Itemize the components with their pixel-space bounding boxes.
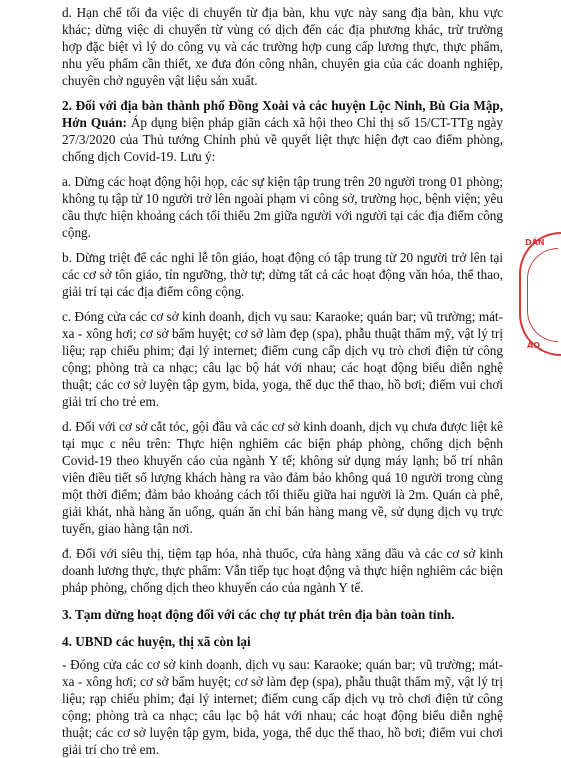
paragraph-dd-supermarkets: đ. Đối với siêu thị, tiệm tạp hóa, nhà thuốc, cửa hàng xăng dầu và các cơ sở kinh doanh lương thực, thực phẩm: Vẫn tiếp tục hoạt động và thực hiện nghiêm các biện pháp phòng, chống dịch theo khuyến cáo của ngành Y tế. <box>62 546 503 595</box>
paragraph-section-4-closures: - Đóng cửa các cơ sở kinh doanh, dịch vụ sau: Karaoke; quán bar; vũ trường; mát-xa - xông hơi; cơ sở bấm huyệt; cơ sở làm đẹp (spa), phẫu thuật thẩm mỹ, vật lý trị liệu; rạp chiếu phim; đại lý internet; điểm cung cấp dịch vụ trò chơi điện tử công cộng; phòng trà ca nhạc; câu lạc bộ hát với nhau; các hoạt động biểu diễn nghệ thuật; các cơ sở luyện tập gym, bida, yoga, thể dục thể thao, hồ bơi; điểm vui chơi giải trí cho trẻ em. <box>62 657 503 757</box>
red-seal-text-top: DÂN <box>525 238 545 247</box>
red-seal-inner-ring <box>527 248 558 342</box>
section-2-body: Áp dụng biện pháp giãn cách xã hội theo Chỉ thị số 15/CT-TTg ngày 27/3/2020 của Thủ tướng Chính phủ về quyết liệt thực hiện đợt cao điểm phòng, chống dịch Covid-19. Lưu ý: <box>62 115 503 164</box>
section-2-heading: 2. Đối với địa bàn thành phố Đồng Xoài và các huyện Lộc Ninh, Bù Gia Mập, Hớn Quản: <box>62 98 503 130</box>
section-2-paragraph <box>62 97 503 165</box>
paragraph-d-barbers: d. Đối với cơ sở cắt tóc, gội đầu và các cơ sở kinh doanh, dịch vụ chưa được liệt kê tại mục c nêu trên: Thực hiện nghiêm các biện pháp phòng, chống dịch bệnh Covid-19 theo khuyến cáo của ngành Y tế; không sử dụng máy lạnh; bố trí nhân viên điều tiết số lượng khách hàng ra vào đảm bảo không quá 10 người trong cùng một thời điểm; đảm bảo khoảng cách tối thiểu giữa hai người là 2m. Quán cà phê, giải khát, nhà hàng ăn uống, quán ăn chỉ bán hàng mang về, sử dụng dịch vụ trực tuyến, giao hàng tận nơi. <box>62 419 503 536</box>
red-seal-text-bottom: AO <box>527 341 540 350</box>
section-3-heading: 3. Tạm dừng hoạt động đối với các chợ tự phát trên địa bàn toàn tỉnh. <box>62 607 455 622</box>
paragraph-b-religious: b. Dừng triệt để các nghi lễ tôn giáo, hoạt động có tập trung từ 20 người trở lên tại các cơ sở tôn giáo, tín ngưỡng, thờ tự; dừng tất cả các hoạt động văn hóa, thể thao, giải trí tại các địa điểm công cộng. <box>62 250 503 299</box>
paragraph-c-closures: c. Đóng cửa các cơ sở kinh doanh, dịch vụ sau: Karaoke; quán bar; vũ trường; mát-xa - xông hơi; cơ sở bấm huyệt; cơ sở làm đẹp (spa), phẫu thuật thẩm mỹ, vật lý trị liệu; rạp chiếu phim; đại lý internet; điểm cung cấp dịch vụ trò chơi điện tử công cộng; phòng trà ca nhạc; câu lạc bộ hát với nhau; các hoạt động biểu diễn nghệ thuật; các cơ sở luyện tập gym, bida, yoga, thể dục thể thao, hồ bơi; điểm vui chơi giải trí cho trẻ em. <box>62 309 503 409</box>
red-seal-stamp <box>519 232 561 356</box>
paragraph-d-travel-restriction: d. Hạn chế tối đa việc di chuyển từ địa bàn, khu vực này sang địa bàn, khu vực khác; dừng việc di chuyển từ vùng có dịch đến các địa phương khác, trừ trường hợp đặc biệt vì lý do công vụ và các trường hợp cung cấp lương thực, thực phẩm, nhu yếu phẩm cần thiết, xe đưa đón công nhân, chuyên gia của các doanh nghiệp, chuyên chở nguyên vật liệu sản xuất. <box>62 5 503 88</box>
section-4-heading: 4. UBND các huyện, thị xã còn lại <box>62 634 251 649</box>
paragraph-a-meetings: a. Dừng các hoạt động hội họp, các sự kiện tập trung trên 20 người trong 01 phòng; không tụ tập từ 10 người trở lên ngoài phạm vi công sở, trường học, bệnh viện; yêu cầu thực hiện khoảng cách tối thiểu 2m giữa người với người tại các địa điểm công cộng. <box>62 174 503 240</box>
